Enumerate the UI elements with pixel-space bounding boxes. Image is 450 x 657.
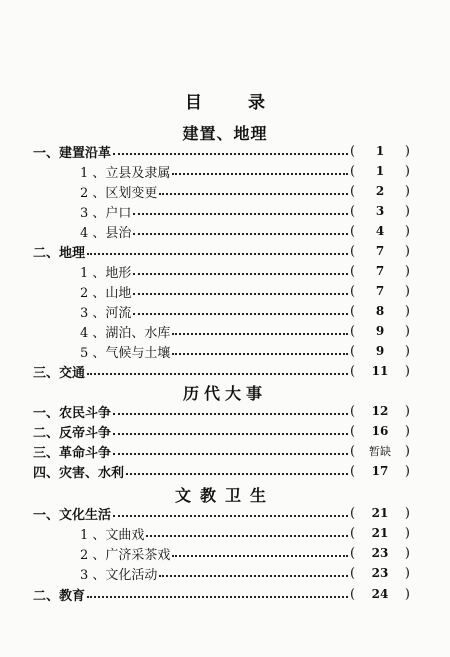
toc-page-number: ( 4 ) — [350, 223, 410, 239]
toc-entry — [0, 503, 450, 523]
toc-entry-label: 二、教育 — [33, 588, 86, 604]
section-heading: 历代大事 — [182, 384, 267, 403]
dot-leader — [113, 453, 348, 455]
toc-entry — [0, 201, 450, 221]
toc-entry-label: 三、交通 — [33, 365, 86, 381]
toc-entry — [0, 523, 450, 543]
toc-page-number: ( 23 ) — [350, 565, 410, 581]
toc-entry-label: 2 、广济采茶戏 — [80, 547, 171, 563]
section-heading: 文教卫生 — [174, 486, 275, 505]
toc-entry — [0, 281, 450, 301]
toc-entry-label: 1 、地形 — [80, 265, 132, 281]
toc-entry — [0, 441, 450, 461]
toc-page-number: ( 3 ) — [350, 203, 410, 219]
toc-entry-label: 3 、户口 — [80, 205, 132, 221]
toc-page-number: ( 21 ) — [350, 525, 410, 541]
toc-entry — [0, 241, 450, 261]
toc-entry-label: 三、革命斗争 — [33, 445, 112, 461]
toc-entry-label: 3 、文化活动 — [80, 567, 158, 583]
toc-entry — [0, 421, 450, 441]
dot-leader — [113, 413, 348, 415]
toc-entry — [0, 261, 450, 281]
toc-entry — [0, 563, 450, 583]
toc-page-number: ( 23 ) — [350, 545, 410, 561]
toc-entry-label: 4 、湖泊、水库 — [80, 325, 171, 341]
toc-entry-label: 一、文化生活 — [33, 507, 112, 523]
dot-leader — [159, 193, 348, 195]
toc-page-number: ( 7 ) — [350, 283, 410, 299]
toc-page-number: ( 17 ) — [350, 463, 410, 479]
toc-page-number: ( 11 ) — [350, 363, 410, 379]
toc-entry-label: 一、建置沿革 — [33, 145, 112, 161]
toc-entry — [0, 584, 450, 604]
section-heading: 建置、地理 — [182, 124, 268, 143]
dot-leader — [126, 473, 348, 475]
dot-leader — [172, 333, 348, 335]
toc-entry-label: 3 、河流 — [80, 305, 132, 321]
toc-page-number: ( 7 ) — [350, 263, 410, 279]
dot-leader — [172, 555, 348, 557]
toc-entry — [0, 361, 450, 381]
toc-page-number: ( 9 ) — [350, 323, 410, 339]
dot-leader — [172, 353, 348, 355]
toc-entry — [0, 181, 450, 201]
toc-entry-label: 2 、山地 — [80, 285, 132, 301]
dot-leader — [113, 515, 348, 517]
dot-leader — [133, 273, 348, 275]
dot-leader — [133, 233, 348, 235]
toc-entry — [0, 461, 450, 481]
toc-entry-label: 4 、县治 — [80, 225, 132, 241]
toc-entry — [0, 341, 450, 361]
toc-entry — [0, 301, 450, 321]
toc-entry — [0, 543, 450, 563]
toc-page-number: ( 21 ) — [350, 505, 410, 521]
dot-leader — [172, 173, 348, 175]
toc-page-number: ( 暂缺 ) — [350, 443, 410, 459]
page-title: 目 录 — [185, 93, 285, 113]
toc-entry-label: 2 、区划变更 — [80, 185, 158, 201]
toc-entry-label: 1 、文曲戏 — [80, 527, 145, 543]
toc-entry — [0, 321, 450, 341]
toc-entry — [0, 161, 450, 181]
dot-leader — [159, 575, 348, 577]
dot-leader — [113, 153, 348, 155]
dot-leader — [87, 596, 348, 598]
toc-page-number: ( 9 ) — [350, 343, 410, 359]
dot-leader — [87, 253, 348, 255]
dot-leader — [133, 313, 348, 315]
dot-leader — [113, 433, 348, 435]
toc-entry-label: 一、农民斗争 — [33, 405, 112, 421]
toc-page-number: ( 1 ) — [350, 143, 410, 159]
toc-entry-label: 四、灾害、水利 — [33, 465, 125, 481]
toc-entry-label: 二、地理 — [33, 245, 86, 261]
toc-page-number: ( 7 ) — [350, 243, 410, 259]
dot-leader — [133, 213, 348, 215]
toc-page-number: ( 16 ) — [350, 423, 410, 439]
toc-page-number: ( 8 ) — [350, 303, 410, 319]
toc-entry — [0, 141, 450, 161]
toc-page-number: ( 24 ) — [350, 586, 410, 602]
dot-leader — [146, 535, 348, 537]
dot-leader — [133, 293, 348, 295]
toc-entry — [0, 401, 450, 421]
dot-leader — [87, 373, 348, 375]
toc-page-number: ( 12 ) — [350, 403, 410, 419]
toc-entry-label: 5 、气候与土壤 — [80, 345, 171, 361]
toc-page-number: ( 1 ) — [350, 163, 410, 179]
toc-entry-label: 二、反帝斗争 — [33, 425, 112, 441]
toc-entry-label: 1 、立县及隶属 — [80, 165, 171, 181]
toc-entry — [0, 221, 450, 241]
toc-page-number: ( 2 ) — [350, 183, 410, 199]
